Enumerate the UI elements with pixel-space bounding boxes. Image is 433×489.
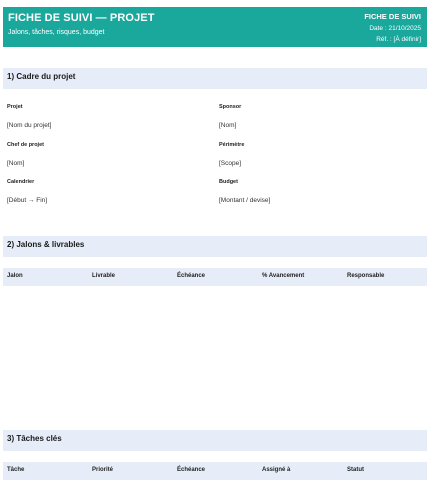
section-jalons-title: 2) Jalons & livrables xyxy=(7,240,85,249)
header-reference: Réf. : [À définir] xyxy=(376,36,421,43)
column-header-statut: Statut xyxy=(347,467,364,473)
column-header-echeance: Échéance xyxy=(177,467,206,473)
taches-table-header xyxy=(3,462,427,480)
field-label-sponsor: Sponsor xyxy=(219,104,242,110)
field-value-projet[interactable]: [Nom du projet] xyxy=(7,122,52,129)
field-value-chef-de-projet[interactable]: [Nom] xyxy=(7,160,25,167)
jalons-table-header xyxy=(3,268,427,286)
document-subtitle: Jalons, tâches, risques, budget xyxy=(8,29,105,36)
header-right-title: FICHE DE SUIVI xyxy=(364,12,421,21)
section-jalons-header xyxy=(3,236,427,257)
document-header xyxy=(3,7,427,47)
section-cadre-title: 1) Cadre du projet xyxy=(7,72,76,81)
document-title: FICHE DE SUIVI — PROJET xyxy=(8,12,155,24)
field-value-calendrier[interactable]: [Début → Fin] xyxy=(7,197,48,204)
section-taches-header xyxy=(3,430,427,451)
section-cadre-header xyxy=(3,68,427,89)
header-date: Date : 21/10/2025 xyxy=(369,25,421,32)
field-value-sponsor[interactable]: [Nom] xyxy=(219,122,237,129)
column-header-responsable: Responsable xyxy=(347,273,385,279)
column-header-avancement: % Avancement xyxy=(262,273,305,279)
column-header-assigne-a: Assigné à xyxy=(262,467,291,473)
column-header-echeance: Échéance xyxy=(177,273,206,279)
column-header-livrable: Livrable xyxy=(92,273,116,279)
column-header-tache: Tâche xyxy=(7,467,25,473)
column-header-jalon: Jalon xyxy=(7,273,23,279)
field-value-budget[interactable]: [Montant / devise] xyxy=(219,197,271,204)
column-header-priorite: Priorité xyxy=(92,467,114,473)
field-label-perimetre: Périmètre xyxy=(219,142,245,148)
field-label-calendrier: Calendrier xyxy=(7,179,35,185)
field-value-perimetre[interactable]: [Scope] xyxy=(219,160,242,167)
section-taches-title: 3) Tâches clés xyxy=(7,434,62,443)
field-label-projet: Projet xyxy=(7,104,23,110)
field-label-chef-de-projet: Chef de projet xyxy=(7,142,44,148)
field-label-budget: Budget xyxy=(219,179,238,185)
